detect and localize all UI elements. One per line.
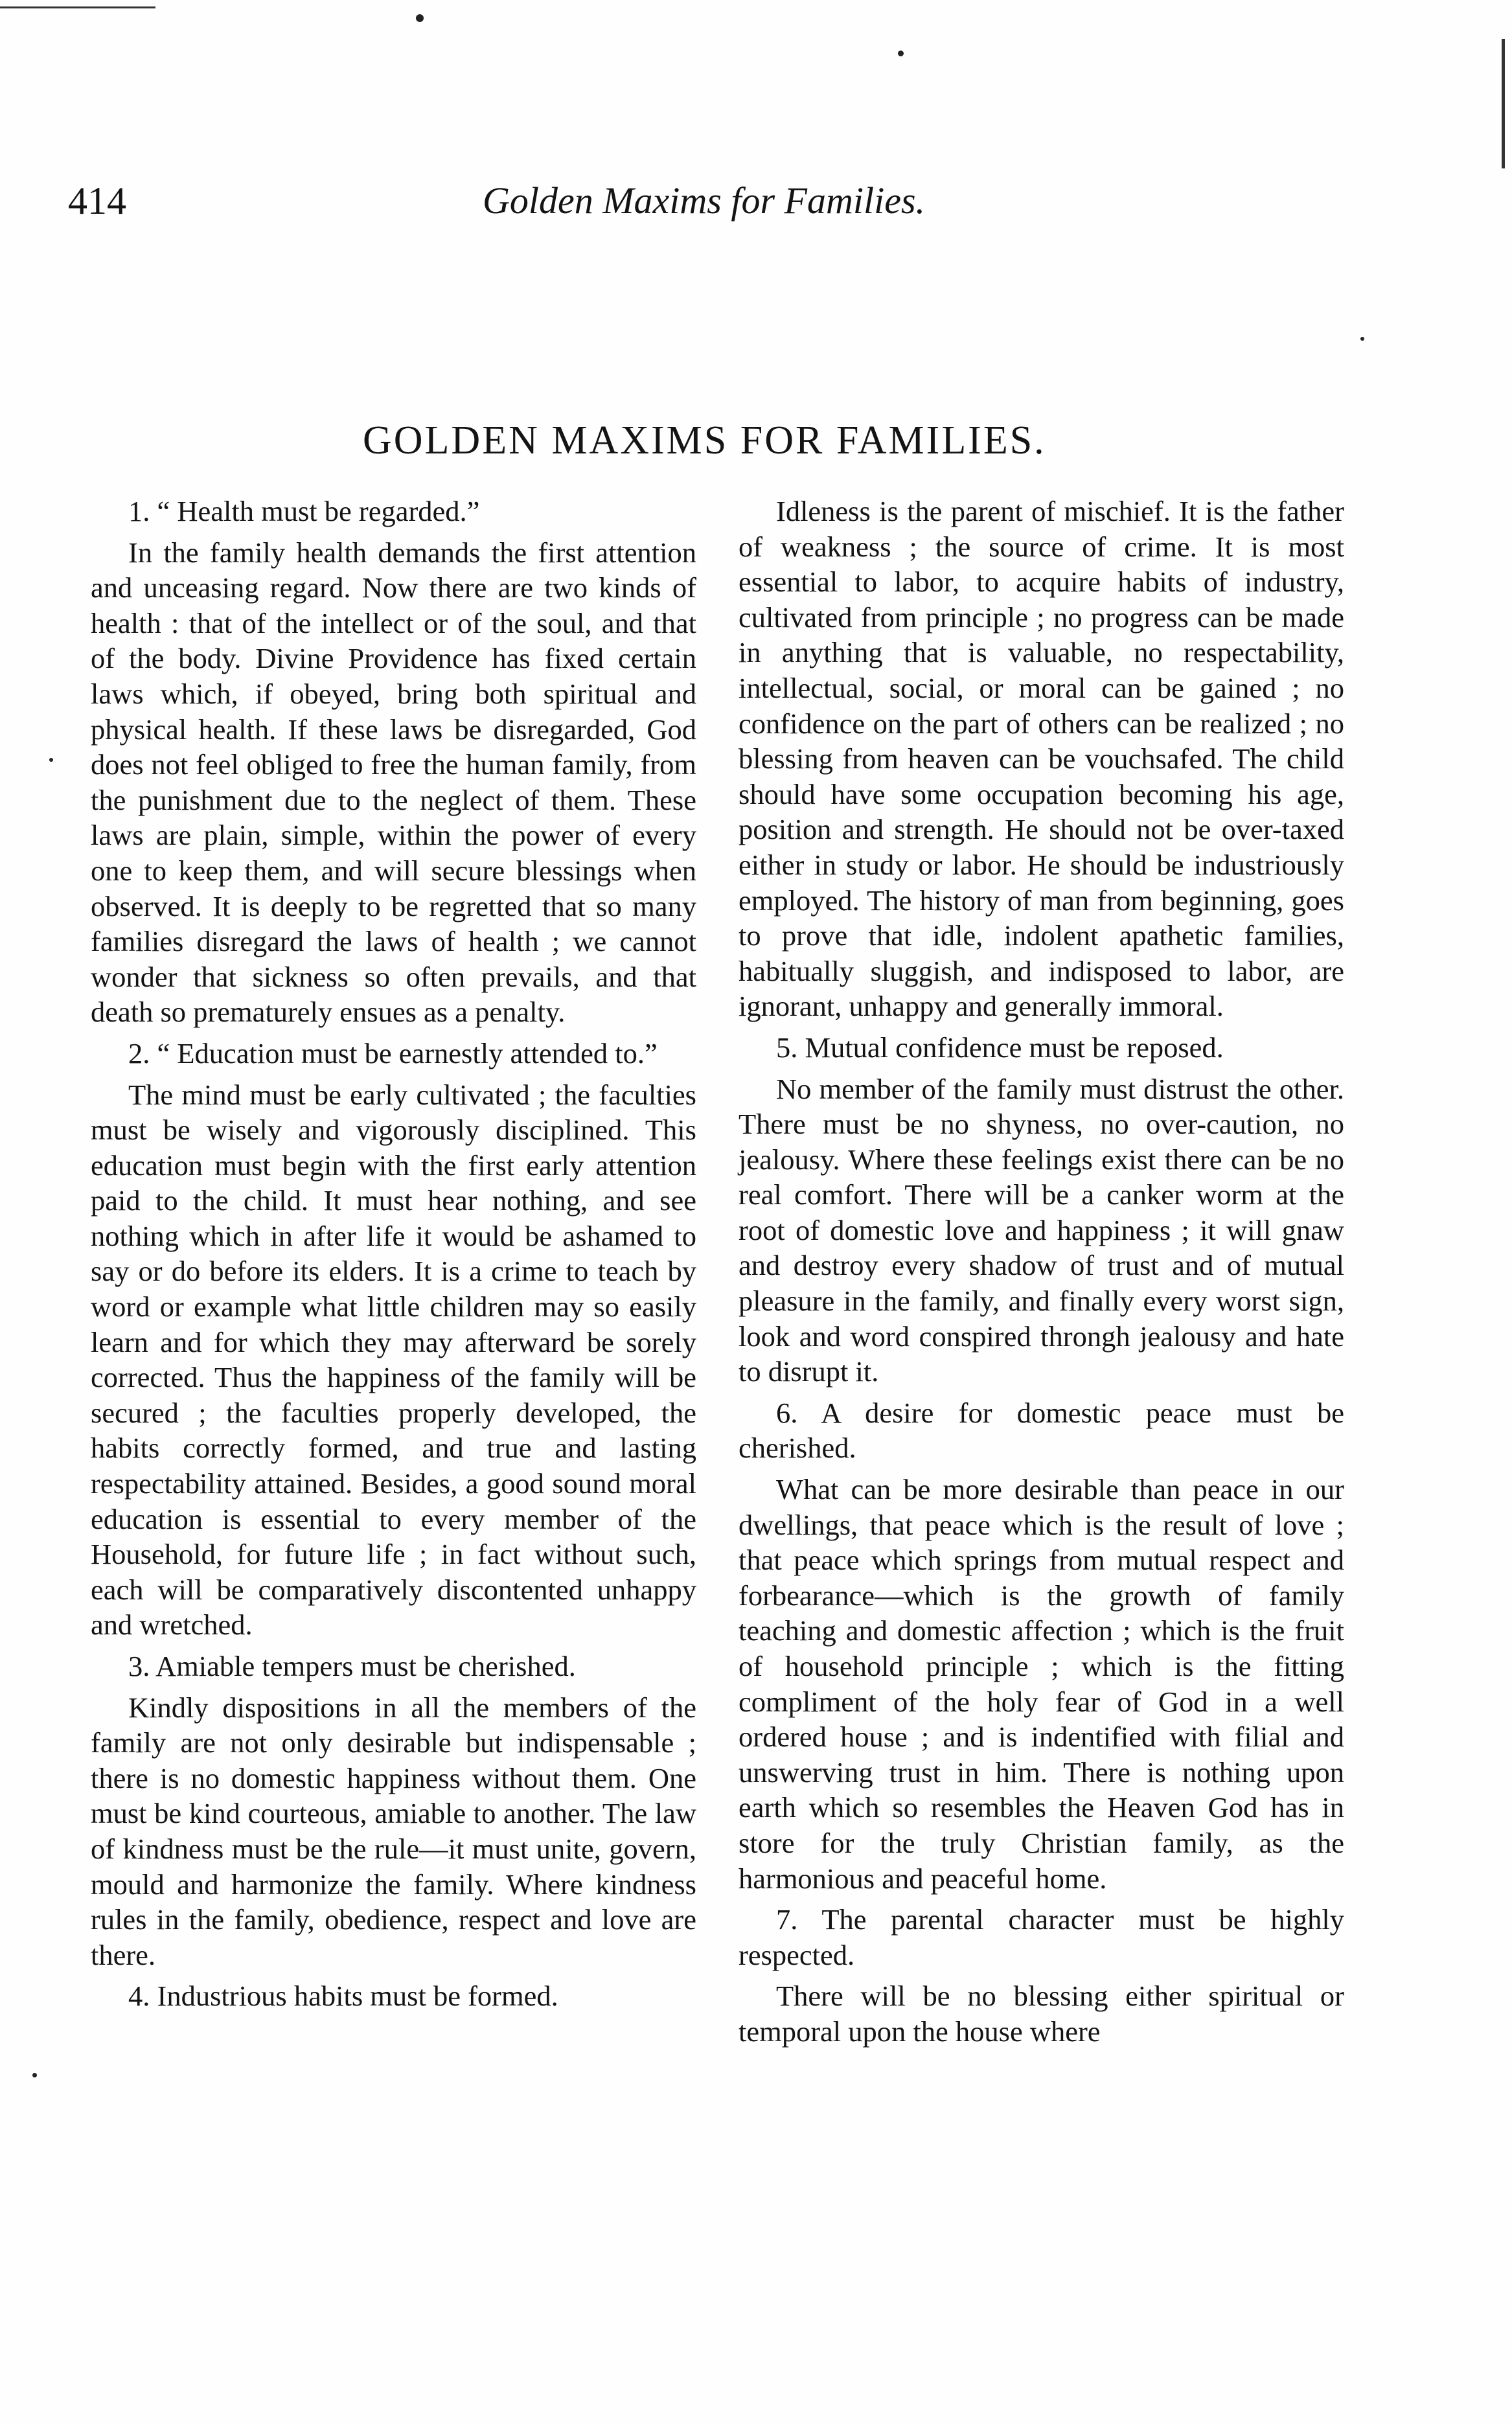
scan-speck [898, 51, 904, 56]
page-header [68, 175, 988, 227]
scan-speck [1360, 337, 1364, 341]
scan-speck [416, 14, 424, 22]
maxim-body: Idleness is the parent of mischief. It is the father of weakness ; the source of crime. It is most essential to labor, to acquire habits of industry, cultivated from principle ; no progress can be made in anything that is valuable, no respectability, intellectual, social, or moral can be gained ; no confidence on the part of others can be realized ; no blessing from heaven can be vouchsafed. The child should have some occupation becoming his age, position and strength. He should not be over-taxed either in study or labor. He should be industriously employed. The history of man from beginning, goes to prove that idle, indolent apathetic families, habitually sluggish, and indisposed to labor, are ignorant, unhappy and generally immoral. [739, 495, 1344, 1023]
scan-edge-line [1502, 39, 1505, 168]
maxim-body: What can be more desirable than peace in our dwellings, that peace which is the result of love ; that peace which springs from mutual respect and forbearance—which is the growth of family teaching and domestic affection ; which is the fruit of household principle ; which is the fitting compliment of the holy fear of God in a well ordered house ; and is indentified with filial and unswerving trust in him. There is nothing upon earth which so resembles the Heaven God has in store for the truly Christian family, as the harmonious and peaceful home. [739, 1473, 1344, 1895]
scan-speck [32, 2073, 37, 2077]
left-column [91, 494, 696, 2020]
maxim-body: The mind must be early cultivated ; the faculties must be wisely and vigorously disciplined. This education must begin with the first early attention paid to the child. It must hear nothing, and see nothing which in after life it would be ashamed to say or do before its elders. It is a crime to teach by word or example what little children may so easily learn and for which they may afterward be sorely corrected. Thus the happiness of the family will be secured ; the faculties properly developed, the habits correctly formed, and true and lasting respectability attained. Besides, a good sound moral education is essential to every member of the Household, for future life ; in fact without such, each will be comparatively discontented unhappy and wretched. [91, 1078, 696, 1641]
maxim-body: No member of the family must distrust the other. There must be no shyness, no over-caution, no jealousy. Where these feelings exist there can be no real comfort. There will be a canker worm at the root of domestic love and happiness ; it will gnaw and destroy every shadow of trust and of mutual pleasure in the family, and finally every worst sign, look and word conspired throngh jealousy and hate to disrupt it. [739, 1072, 1344, 1388]
scan-edge-line [0, 6, 155, 8]
right-column [739, 494, 1344, 2055]
maxim-heading: 7. The parental character must be highly respected. [739, 1903, 1344, 1971]
maxim-body: In the family health demands the first attention and unceasing regard. Now there are two kinds of health : that of the intellect or of the soul, and that of the body. Divine Providence has fixed certain laws which, if obeyed, bring both spiritual and physical health. If these laws be disregarded, God does not feel obliged to free the human family, from the punishment due to the neglect of them. These laws are plain, simple, within the power of every one to keep them, and will secure blessings when observed. It is deeply to be regretted that so many families disregard the laws of health ; we cannot wonder that sickness so often prevails, and that death so prematurely ensues as a penalty. [91, 536, 696, 1029]
page-number: 414 [68, 179, 126, 222]
maxim-body: Kindly dispositions in all the members of the family are not only desirable but indispensable ; there is no domestic happiness without them. One must be kind courteous, amiable to another. The law of kindness must be the rule—it must unite, govern, mould and harmonize the family. Where kindness rules in the family, obedience, respect and love are there. [91, 1691, 696, 1971]
maxim-heading: 3. Amiable tempers must be cherished. [128, 1650, 576, 1682]
maxim-heading: 4. Industrious habits must be formed. [128, 1980, 558, 2013]
maxim-heading: 2. “ Education must be earnestly attended to.” [128, 1036, 658, 1069]
maxim-body: There will be no blessing either spiritual or temporal upon the house where [739, 1980, 1344, 2048]
maxim-heading: 5. Mutual confidence must be reposed. [776, 1031, 1224, 1064]
scan-speck [49, 758, 53, 762]
running-title: Golden Maxims for Families. [483, 179, 926, 222]
maxim-heading: 6. A desire for domestic peace must be cherished. [739, 1396, 1344, 1465]
article-title: GOLDEN MAXIMS FOR FAMILIES. [363, 418, 1046, 463]
maxim-heading: 1. “ Health must be regarded.” [128, 495, 480, 527]
